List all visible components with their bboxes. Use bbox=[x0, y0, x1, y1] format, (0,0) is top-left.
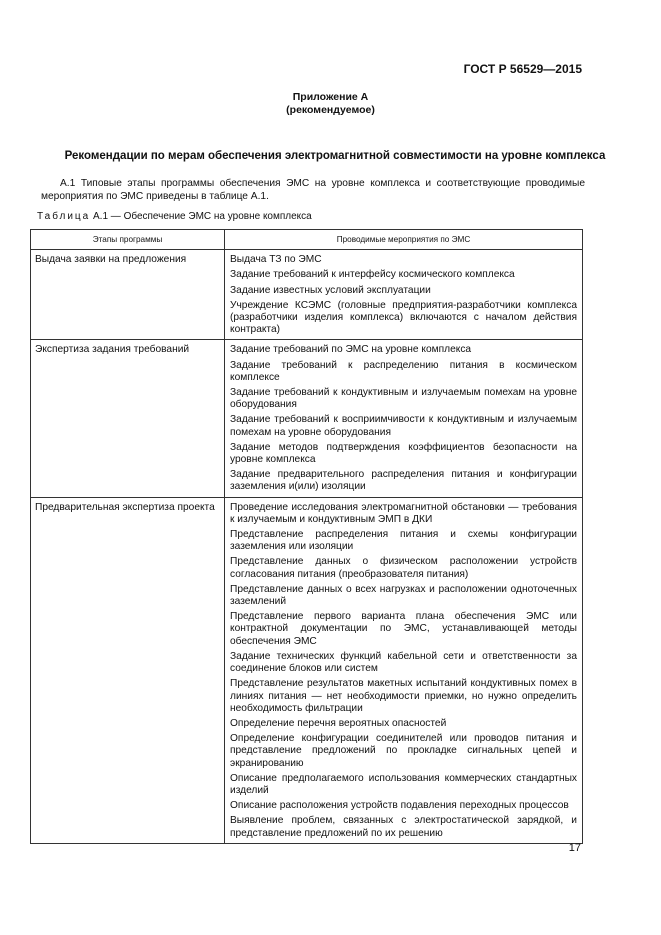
ems-table bbox=[30, 229, 583, 844]
activity-item: Задание требований к кондуктивным и излучаемым помехам на уровне оборудования bbox=[230, 387, 577, 411]
activity-item: Задание известных условий эксплуатации bbox=[230, 284, 431, 296]
table-caption bbox=[37, 211, 312, 222]
table-row bbox=[31, 250, 583, 340]
intro-paragraph: А.1 Типовые этапы программы обеспечения ЭМС на уровне комплекса и соответствующие проводимые мероприятия по ЭМС приведены в таблице А.1. bbox=[41, 178, 585, 202]
activity-item: Задание технических функций кабельной сети и ответственности за соединение блоков или систем bbox=[230, 650, 577, 675]
activity-item: Задание предварительного распределения питания и конфигурации заземления и(или) изоляции bbox=[230, 469, 577, 493]
table-body bbox=[31, 250, 583, 844]
activity-item: Определение перечня вероятных опасностей bbox=[230, 717, 447, 729]
activity-item: Представление первого варианта плана обеспечения ЭМС или контрактной документации по ЭМС, устанавливающей методы обеспечения ЭМС bbox=[230, 611, 577, 647]
activity-item: Задание требований по ЭМС на уровне комплекса bbox=[230, 344, 472, 356]
appendix-subtitle: (рекомендуемое) bbox=[286, 104, 375, 116]
activity-item: Определение конфигурации соединителей или проводов питания и представление предложений по прокладке сигнальных цепей и экранированию bbox=[230, 733, 577, 769]
table-row bbox=[31, 497, 583, 843]
table-header-row bbox=[31, 230, 583, 250]
document-code: ГОСТ Р 56529—2015 bbox=[463, 62, 582, 76]
appendix-title: Приложение А bbox=[292, 91, 369, 103]
activity-item: Задание методов подтверждения коэффициентов безопасности на уровне комплекса bbox=[230, 441, 577, 466]
table-caption-text: А.1 — Обеспечение ЭМС на уровне комплекса bbox=[90, 211, 312, 222]
section-title: Рекомендации по мерам обеспечения электромагнитной совместимости на уровне комплекса bbox=[64, 150, 606, 162]
activity-item: Задание требований к распределению питания в космическом комплексе bbox=[230, 359, 577, 383]
activity-item: Представление результатов макетных испытаний кондуктивных помех в линиях питания — нет необходимости приемки, но нужно определить необходимость фильтрации bbox=[230, 678, 577, 714]
activities-cell bbox=[225, 250, 583, 340]
appendix-heading bbox=[0, 91, 661, 117]
header-stages: Этапы программы bbox=[31, 230, 225, 250]
activity-item: Описание предполагаемого использования коммерческих стандартных изделий bbox=[230, 772, 577, 796]
stage-cell: Экспертиза задания требований bbox=[31, 340, 225, 497]
table-caption-label: Таблица bbox=[37, 211, 91, 222]
table-row bbox=[31, 340, 583, 497]
activity-item: Задание требований к интерфейсу космического комплекса bbox=[230, 269, 515, 281]
activity-item: Представление данных о физическом расположении устройств согласования питания (преобразователя питания) bbox=[230, 556, 577, 580]
activity-item: Проведение исследования электромагнитной обстановки — требования к излучаемым и кондуктивным ЭМП в ДКИ bbox=[230, 501, 577, 525]
activity-item: Выявление проблем, связанных с электростатической зарядкой, и представление предложений по их решению bbox=[230, 815, 577, 839]
activity-item: Описание расположения устройств подавления переходных процессов bbox=[230, 800, 569, 812]
activities-cell bbox=[225, 340, 583, 497]
activities-cell bbox=[225, 497, 583, 843]
activity-item: Выдача ТЗ по ЭМС bbox=[230, 254, 322, 266]
activity-item: Представление распределения питания и схемы конфигурации заземления или изоляции bbox=[230, 529, 577, 553]
stage-cell: Выдача заявки на предложения bbox=[31, 250, 225, 340]
activity-item: Учреждение КСЭМС (головные предприятия-разработчики комплекса (разработчики изделия комплекса) включаются с началом действия контракта) bbox=[230, 299, 577, 336]
stage-cell: Предварительная экспертиза проекта bbox=[31, 497, 225, 843]
page-number: 17 bbox=[568, 842, 581, 854]
activity-item: Задание требований к восприимчивости к кондуктивным и излучаемым помехам на уровне оборудования bbox=[230, 414, 577, 438]
header-activities: Проводимые мероприятия по ЭМС bbox=[225, 230, 583, 250]
activity-item: Представление данных о всех нагрузках и расположении одноточечных заземлений bbox=[230, 583, 577, 608]
